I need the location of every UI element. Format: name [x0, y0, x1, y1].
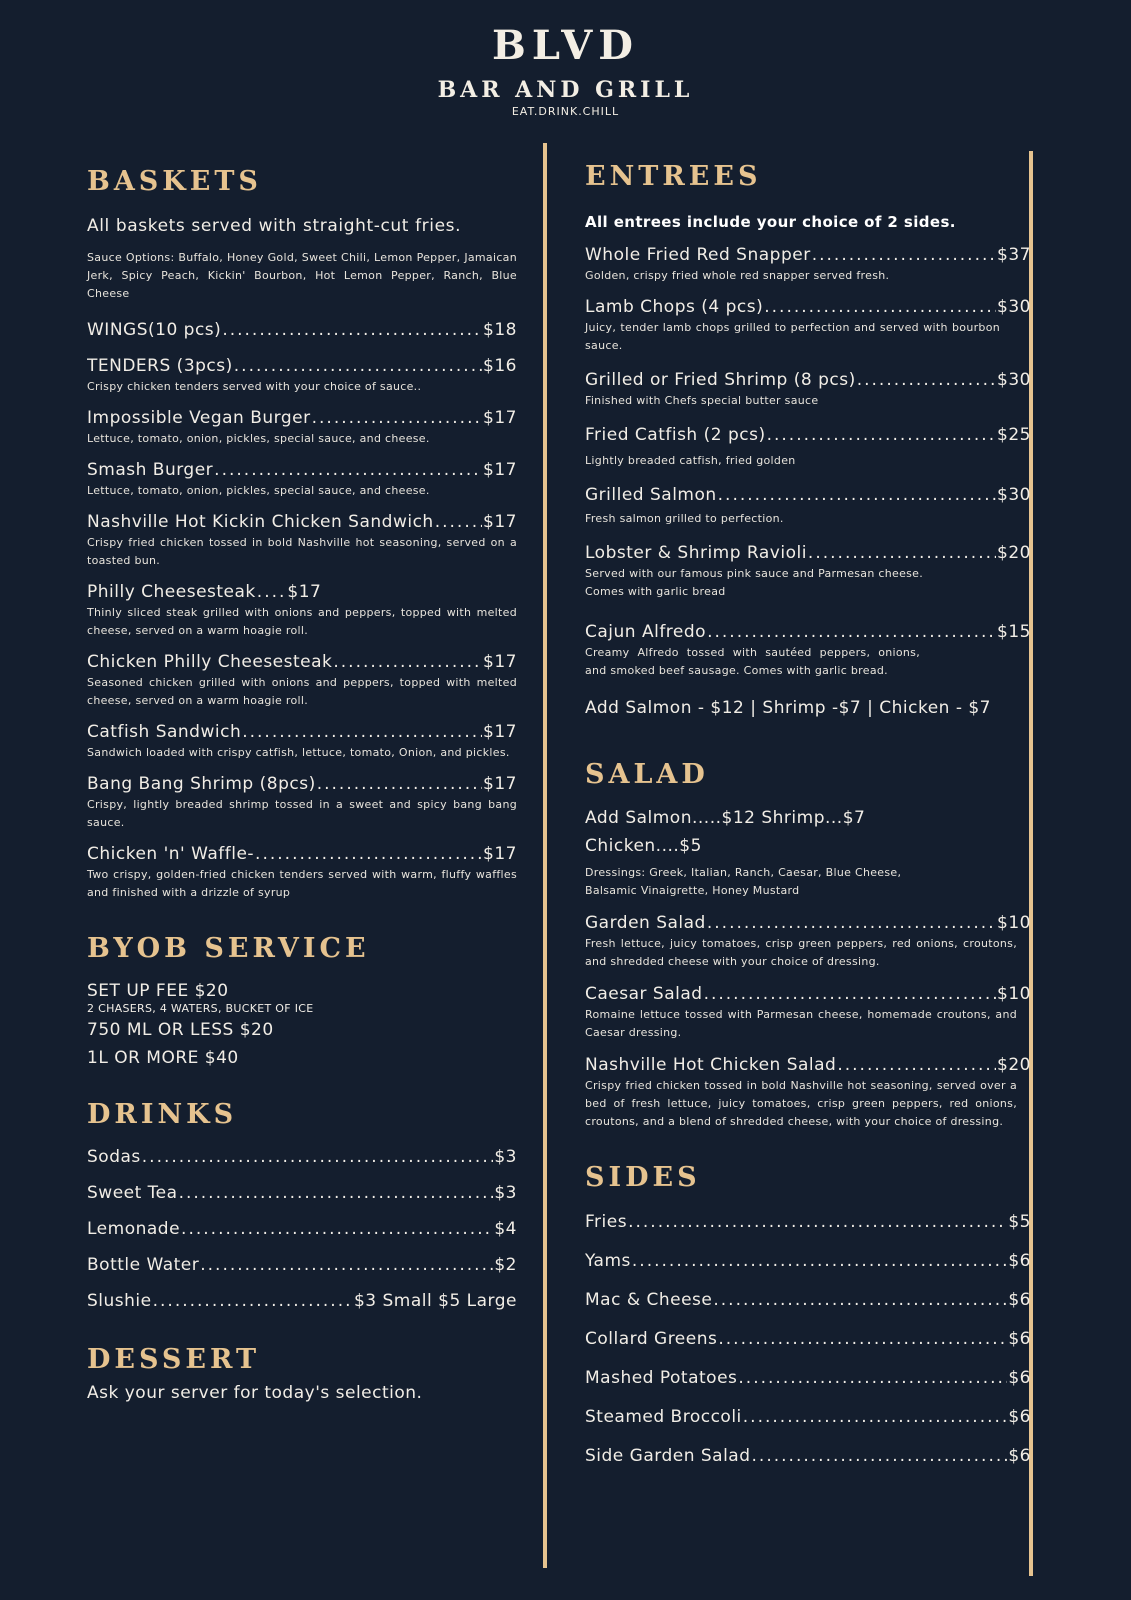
item-name: Mashed Potatoes	[585, 1368, 738, 1388]
menu-item	[585, 1054, 1031, 1131]
item-name: Smash Burger	[87, 460, 214, 480]
section-title-entrees: ENTREES	[585, 161, 762, 192]
item-price: $20	[997, 543, 1031, 563]
item-price: $5	[1008, 1212, 1031, 1232]
drink-item	[87, 1218, 517, 1241]
item-description: Lettuce, tomato, onion, pickles, special sauce, and cheese.	[87, 484, 430, 497]
item-description: Seasoned chicken grilled with onions and peppers, topped with melted cheese, served on a warm hoagie roll.	[87, 676, 517, 707]
item-price: $6	[1008, 1290, 1031, 1310]
dot-leader	[767, 424, 996, 447]
dot-leader	[435, 511, 482, 534]
item-name: Side Garden Salad	[585, 1446, 751, 1466]
item-name: Slushie	[87, 1291, 152, 1311]
entrees-sides-note: All entrees include your choice of 2 sides.	[585, 213, 956, 231]
dot-leader	[142, 1146, 494, 1169]
dot-leader	[632, 1250, 1007, 1273]
dot-leader	[738, 1367, 1007, 1390]
item-name: Bang Bang Shrimp (8pcs)	[87, 774, 316, 794]
dot-leader	[857, 369, 996, 392]
section-title-dessert: DESSERT	[87, 1344, 261, 1375]
item-description: Sandwich loaded with crispy catfish, lettuce, tomato, Onion, and pickles.	[87, 746, 510, 759]
item-name: Cajun Alfredo	[585, 622, 707, 642]
brand-tagline: EAT.DRINK.CHILL	[511, 105, 620, 118]
item-price: $4	[494, 1219, 517, 1239]
drink-item	[87, 1290, 517, 1313]
item-price: $15	[997, 622, 1031, 642]
item-name: Catfish Sandwich	[87, 722, 242, 742]
menu-item	[585, 424, 1031, 470]
item-description: Romaine lettuce tossed with Parmesan cheese, homemade croutons, and Caesar dressing.	[585, 1008, 1017, 1039]
dessert-text: Ask your server for today's selection.	[87, 1383, 423, 1403]
item-name: Fried Catfish (2 pcs)	[585, 425, 766, 445]
item-name: Lemonade	[87, 1219, 181, 1239]
dot-leader	[713, 1289, 1007, 1312]
item-description: Crispy fried chicken tossed in bold Nashville hot seasoning, served on a toasted bun.	[87, 536, 517, 567]
item-price: $3	[494, 1183, 517, 1203]
dot-leader	[257, 581, 287, 604]
left-divider-line	[543, 143, 547, 1568]
item-name: Mac & Cheese	[585, 1290, 713, 1310]
baskets-section	[87, 165, 517, 902]
item-name: Lamb Chops (4 pcs)	[585, 297, 764, 317]
dot-leader	[181, 1218, 493, 1241]
item-name: Philly Cheesesteak	[87, 582, 256, 602]
side-item	[585, 1328, 1031, 1351]
item-description: Lightly breaded catfish, fried golden	[585, 454, 796, 467]
menu-item	[585, 542, 1031, 601]
dot-leader	[707, 912, 996, 935]
brand-logo-text: BLVD	[492, 22, 639, 69]
menu-item	[87, 355, 517, 396]
item-description: Fresh lettuce, juicy tomatoes, crisp green peppers, red onions, croutons, and shredded cheese with your choice of dressing.	[585, 937, 1017, 968]
item-name: Chicken Philly Cheesesteak	[87, 652, 333, 672]
section-title-byob: BYOB SERVICE	[87, 933, 370, 964]
dot-leader	[255, 843, 482, 866]
item-name: Steamed Broccoli	[585, 1407, 742, 1427]
drink-item	[87, 1146, 517, 1169]
dot-leader	[743, 1406, 1008, 1429]
item-price: $2	[494, 1255, 517, 1275]
section-title-baskets: BASKETS	[87, 166, 262, 197]
dot-leader	[707, 621, 996, 644]
drink-item	[87, 1254, 517, 1277]
side-item	[585, 1289, 1031, 1312]
byob-section	[87, 932, 517, 1072]
item-price: $17	[483, 512, 517, 532]
side-item	[585, 1445, 1031, 1468]
item-name: Whole Fried Red Snapper	[585, 245, 811, 265]
dot-leader	[628, 1211, 1007, 1234]
menu-item	[87, 319, 517, 342]
item-price: $17	[287, 582, 322, 602]
salad-add-ons-line2: Chicken....$5	[585, 836, 702, 856]
item-price: $16	[483, 356, 517, 376]
item-price: $17	[483, 652, 517, 672]
menu-item	[585, 983, 1031, 1042]
menu-item	[87, 773, 517, 832]
menu-item	[585, 912, 1031, 971]
item-price: $30	[997, 297, 1031, 317]
dot-leader	[214, 459, 482, 482]
menu-item	[585, 244, 1031, 285]
item-name: Grilled or Fried Shrimp (8 pcs)	[585, 370, 856, 390]
dot-leader	[222, 319, 482, 342]
menu-item	[87, 407, 517, 448]
item-name: Nashville Hot Chicken Salad	[585, 1055, 837, 1075]
item-price: $3	[494, 1147, 517, 1167]
item-price: $17	[483, 722, 517, 742]
item-description: Lettuce, tomato, onion, pickles, special sauce, and cheese.	[87, 432, 430, 445]
item-price: $37	[997, 245, 1031, 265]
section-title-drinks: DRINKS	[87, 1099, 238, 1130]
byob-tier-1l: 1L OR MORE $40	[87, 1048, 239, 1068]
dot-leader	[234, 355, 482, 378]
menu-item	[585, 484, 1031, 528]
entrees-add-ons: Add Salmon - $12 | Shrimp -$7 | Chicken - $7	[585, 698, 992, 718]
drink-item	[87, 1182, 517, 1205]
dot-leader	[179, 1182, 494, 1205]
side-item	[585, 1211, 1031, 1234]
menu-item	[87, 511, 517, 570]
dot-leader	[317, 773, 482, 796]
menu-item	[585, 296, 1031, 355]
dot-leader	[808, 542, 996, 565]
side-item	[585, 1406, 1031, 1429]
salad-section	[585, 758, 1031, 1131]
item-description: Crispy, lightly breaded shrimp tossed in a sweet and spicy bang bang sauce.	[87, 798, 517, 829]
item-name: Garden Salad	[585, 913, 706, 933]
item-name: Fries	[585, 1212, 628, 1232]
section-title-salad: SALAD	[585, 759, 709, 790]
side-item	[585, 1367, 1031, 1390]
item-description: Juicy, tender lamb chops grilled to perfection and served with bourbon sauce.	[585, 321, 1000, 352]
menu-item	[87, 459, 517, 500]
item-price: $6	[1008, 1407, 1031, 1427]
item-price: $30	[997, 370, 1031, 390]
item-description: Finished with Chefs special butter sauce	[585, 394, 819, 407]
item-name: Grilled Salmon	[585, 485, 717, 505]
dot-leader	[752, 1445, 1008, 1468]
brand-subtitle: BAR AND GRILL	[437, 77, 694, 103]
dot-leader	[312, 407, 482, 430]
menu-item	[87, 651, 517, 710]
dot-leader	[718, 1328, 1007, 1351]
menu-item	[87, 721, 517, 762]
item-name: Collard Greens	[585, 1329, 718, 1349]
item-name: Yams	[585, 1251, 631, 1271]
item-price: $6	[1008, 1329, 1031, 1349]
dot-leader	[242, 721, 482, 744]
section-title-sides: SIDES	[585, 1162, 701, 1193]
byob-setup-fee: SET UP FEE $20	[87, 981, 229, 1001]
menu-item	[87, 843, 517, 902]
item-price: $25	[997, 425, 1031, 445]
item-name: Nashville Hot Kickin Chicken Sandwich	[87, 512, 434, 532]
item-name: Bottle Water	[87, 1255, 200, 1275]
item-description: Golden, crispy fried whole red snapper served fresh.	[585, 269, 890, 282]
left-column	[87, 165, 517, 1407]
item-description: Creamy Alfredo tossed with sautéed peppers, onions, and smoked beef sausage. Comes with garlic bread.	[585, 646, 920, 677]
right-column	[585, 160, 1031, 1468]
item-name: Sweet Tea	[87, 1183, 178, 1203]
item-price: $18	[483, 320, 517, 340]
item-name: Caesar Salad	[585, 984, 703, 1004]
item-price: $20	[997, 1055, 1031, 1075]
menu-header	[0, 22, 1131, 119]
sauce-options-note: Sauce Options: Buffalo, Honey Gold, Sweet Chili, Lemon Pepper, Jamaican Jerk, Spicy Peach, Kickin' Bourbon, Hot Lemon Pepper, Ranch, Blue Cheese	[87, 251, 517, 300]
menu-item	[585, 621, 1031, 680]
item-name: Impossible Vegan Burger	[87, 408, 311, 428]
item-price: $6	[1008, 1446, 1031, 1466]
salad-add-ons-line1: Add Salmon.....$12 Shrimp...$7	[585, 808, 866, 828]
item-price: $17	[483, 774, 517, 794]
item-description: Crispy chicken tenders served with your choice of sauce..	[87, 380, 422, 393]
item-price: $6	[1008, 1368, 1031, 1388]
item-price: $10	[997, 913, 1031, 933]
item-price: $17	[483, 844, 517, 864]
sides-section	[585, 1161, 1031, 1468]
side-item	[585, 1250, 1031, 1273]
byob-tier-750ml: 750 ML OR LESS $20	[87, 1020, 274, 1040]
dot-leader	[837, 1054, 996, 1077]
drinks-section	[87, 1098, 517, 1313]
dessert-section	[87, 1343, 517, 1407]
item-price: $6	[1008, 1251, 1031, 1271]
item-name: WINGS(10 pcs)	[87, 320, 222, 340]
menu-item	[585, 369, 1031, 410]
dot-leader	[764, 296, 996, 319]
item-description: Fresh salmon grilled to perfection.	[585, 512, 784, 525]
entrees-section	[585, 160, 1031, 722]
item-name: Chicken 'n' Waffle-	[87, 844, 255, 864]
item-description: Two crispy, golden-fried chicken tenders served with warm, fluffy waffles and finished with a drizzle of syrup	[87, 868, 517, 899]
item-price: $17	[483, 460, 517, 480]
dot-leader	[153, 1290, 353, 1313]
item-description: Served with our famous pink sauce and Parmesan cheese. Comes with garlic bread	[585, 567, 924, 598]
dot-leader	[333, 651, 482, 674]
item-price: $17	[483, 408, 517, 428]
item-price: $3 Small $5 Large	[353, 1291, 517, 1311]
item-name: Sodas	[87, 1147, 141, 1167]
dot-leader	[704, 983, 996, 1006]
byob-setup-includes: 2 CHASERS, 4 WATERS, BUCKET OF ICE	[87, 1002, 314, 1015]
item-description: Thinly sliced steak grilled with onions and peppers, topped with melted cheese, served on a warm hoagie roll.	[87, 606, 517, 637]
baskets-intro: All baskets served with straight-cut fries.	[87, 216, 462, 236]
item-name: TENDERS (3pcs)	[87, 356, 233, 376]
dressings-note: Dressings: Greek, Italian, Ranch, Caesar, Blue Cheese, Balsamic Vinaigrette, Honey Mustard	[585, 866, 902, 897]
item-price: $10	[997, 984, 1031, 1004]
dot-leader	[200, 1254, 493, 1277]
menu-item	[87, 581, 517, 640]
dot-leader	[718, 484, 996, 507]
dot-leader	[812, 244, 996, 267]
item-name: Lobster & Shrimp Ravioli	[585, 543, 807, 563]
item-description: Crispy fried chicken tossed in bold Nashville hot seasoning, served over a bed of fresh lettuce, juicy tomatoes, crisp green peppers, red onions, croutons, and a blend of shredded cheese, with your choice of dressing.	[585, 1079, 1017, 1128]
item-price: $30	[997, 485, 1031, 505]
